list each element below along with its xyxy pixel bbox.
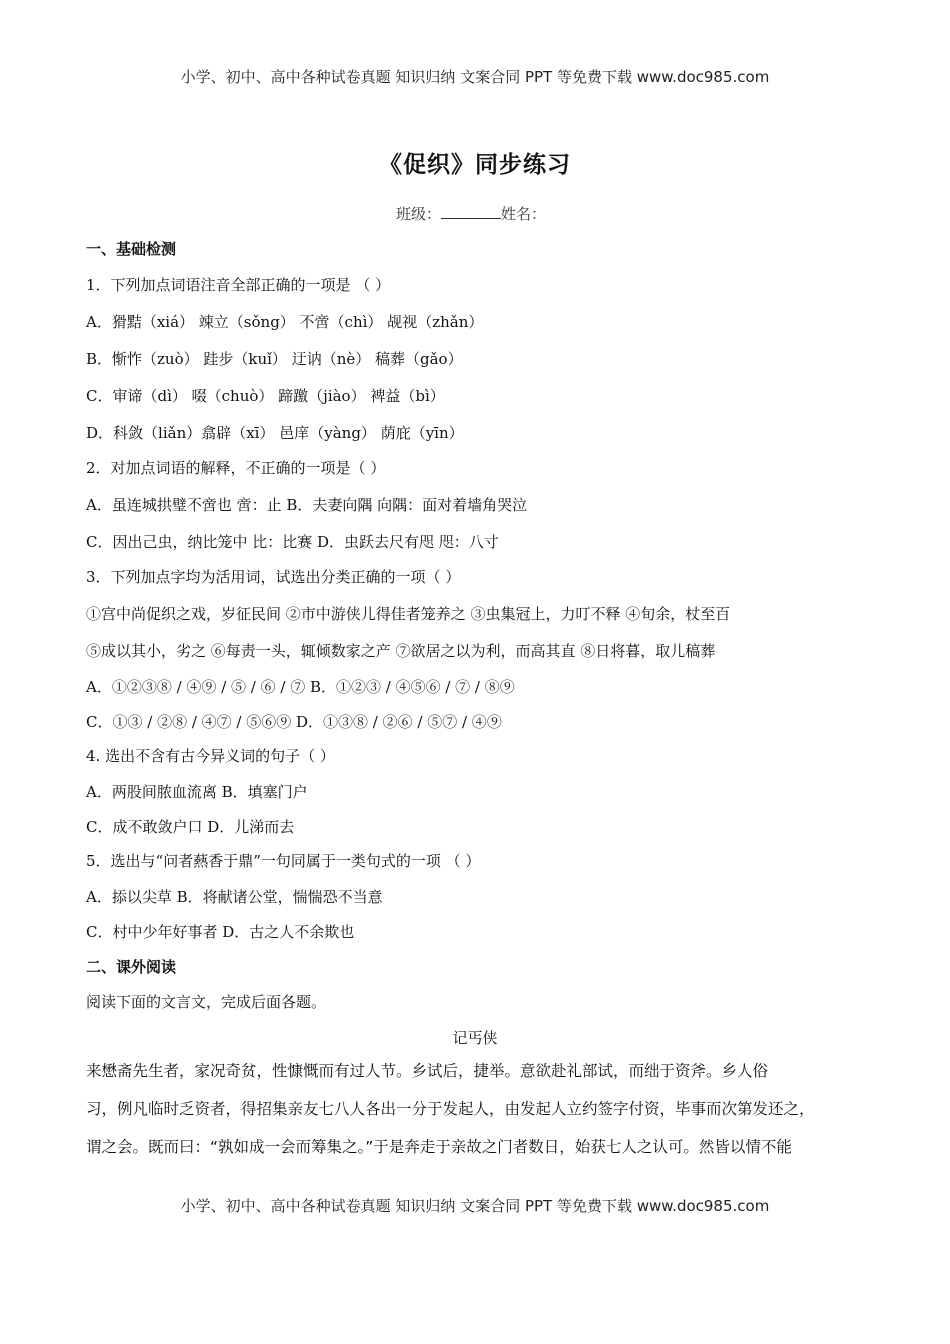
q4-options-ab: A．两股间脓血流离 B．填塞门户 xyxy=(86,783,308,801)
q2-options-ab: A．虽连城拱璧不啻也 啻：止 B．夫妻向隅 向隅：面对着墙角哭泣 xyxy=(86,496,528,514)
passage-title: 记丐侠 xyxy=(452,1029,498,1047)
q5-options-cd: C．村中少年好事者 D．古之人不余欺也 xyxy=(86,923,355,941)
passage-line-2: 习，例凡临时乏资者，得招集亲友七八人各出一分于发起人，由发起人立约签字付资，毕事而次第发还之， xyxy=(86,1100,815,1118)
q1-option-d: D．科敛（liǎn）翕辟（xī） 邑庠（yàng） 荫庇（yīn） xyxy=(86,424,464,442)
q4-stem: 4. 选出不含有古今异义词的句子（ ） xyxy=(86,747,335,765)
q1-option-c: C．审谛（dì） 啜（chuò） 蹄躈（jiào） 裨益（bì） xyxy=(86,387,445,405)
q1-option-b: B．惭怍（zuò） 跬步（kuǐ） 迂讷（nè） 稿葬（gǎo） xyxy=(86,350,463,368)
reading-instructions: 阅读下面的文言文，完成后面各题。 xyxy=(86,993,327,1011)
q1-option-a: A．猾黠（xiá） 竦立（sǒng） 不啻（chì） 觇视（zhǎn） xyxy=(86,313,484,331)
q3-items-row2: ⑤成以其小，劣之 ⑥每责一头，辄倾数家之产 ⑦欲居之以为利，而高其直 ⑧日将暮，取儿稿葬 xyxy=(86,642,716,660)
q5-options-ab: A．掭以尖草 B．将献诸公堂，惴惴恐不当意 xyxy=(86,888,383,906)
q2-stem: 2．对加点词语的解释，不正确的一项是（ ） xyxy=(86,459,386,477)
passage-line-1: 来懋斋先生者，家况奇贫，性慷慨而有过人节。乡试后，捷举。意欲赴礼部试，而绌于资斧。乡人俗 xyxy=(86,1062,769,1080)
name-label: 姓名： xyxy=(501,205,547,223)
q5-stem: 5．选出与“问者爇香于鼎”一句同属于一类句式的一项 （ ） xyxy=(86,852,481,870)
q3-options-ab: A．①②③⑧ / ④⑨ / ⑤ / ⑥ / ⑦ B．①②③ / ④⑤⑥ / ⑦ / ⑧⑨ xyxy=(86,678,515,696)
q3-items-row1: ①宫中尚促织之戏，岁征民间 ②市中游侠儿得佳者笼养之 ③虫集冠上，力叮不释 ④旬余，杖至百 xyxy=(86,605,731,623)
page-header: 小学、初中、高中各种试卷真题 知识归纳 文案合同 PPT 等免费下载 www.doc985.com xyxy=(180,68,770,86)
q3-options-cd: C．①③ / ②⑧ / ④⑦ / ⑤⑥⑨ D．①③⑧ / ②⑥ / ⑤⑦ / ④⑨ xyxy=(86,713,502,731)
page-title: 《促织》同步练习 xyxy=(379,152,571,178)
class-name-line xyxy=(396,203,546,224)
passage-line-3: 谓之会。既而曰：“孰如成一会而筹集之。”于是奔走于亲故之门者数日，始获七人之认可。然皆以情不能 xyxy=(86,1138,792,1156)
class-label: 班级： xyxy=(396,205,442,223)
q3-stem: 3．下列加点字均为活用词，试选出分类正确的一项（ ） xyxy=(86,568,461,586)
section-heading-reading: 二、课外阅读 xyxy=(86,958,177,976)
q2-options-cd: C．因出己虫，纳比笼中 比：比赛 D．虫跃去尺有咫 咫：八寸 xyxy=(86,533,499,551)
section-heading-basic: 一、基础检测 xyxy=(86,240,177,258)
class-blank xyxy=(441,204,501,219)
q1-stem: 1．下列加点词语注音全部正确的一项是 （ ） xyxy=(86,276,391,294)
q4-options-cd: C．成不敢敛户口 D．儿涕而去 xyxy=(86,818,295,836)
page-footer: 小学、初中、高中各种试卷真题 知识归纳 文案合同 PPT 等免费下载 www.doc985.com xyxy=(180,1197,770,1215)
